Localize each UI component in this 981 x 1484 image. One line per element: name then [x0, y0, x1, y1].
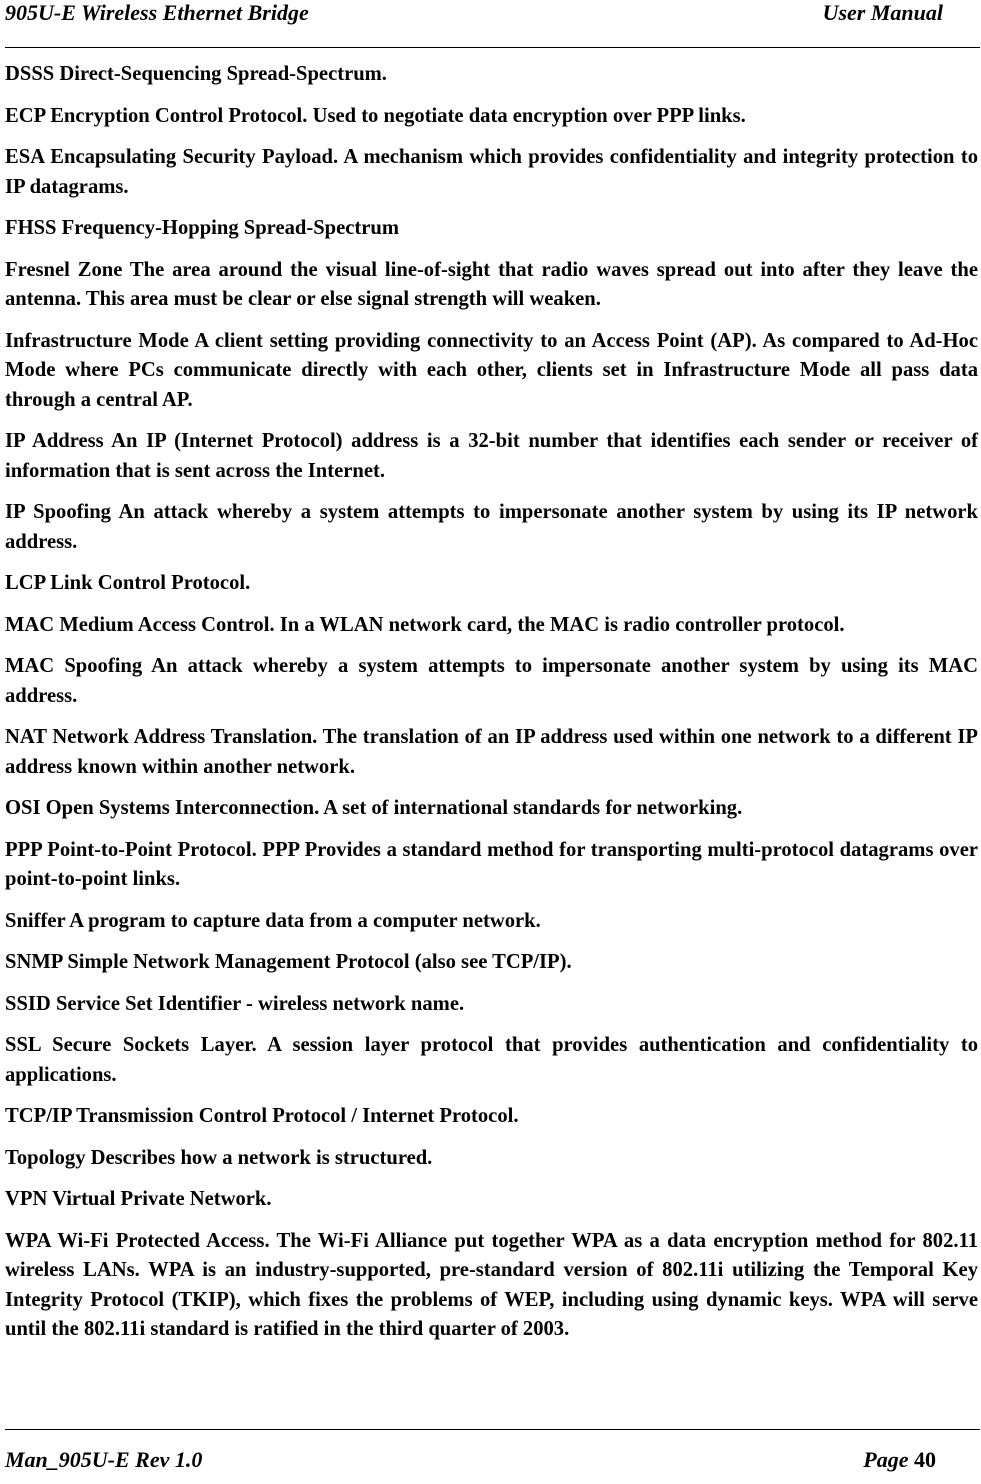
glossary-entry-mac: MAC Medium Access Control. In a WLAN network card, the MAC is radio controller protocol. — [5, 613, 845, 636]
glossary-entry-wpa: WPA Wi-Fi Protected Access. The Wi-Fi Alliance put together WPA as a data encryption method for 802.11 wireless LANs. WPA is an industry-supported, pre-standard version of 802.11i utilizing the Temporal Key Integrity Protocol (TKIP), which fixes the problems of WEP, including using dynamic keys. WPA will serve until the 802.11i standard is ratified in the third quarter of 2003. — [5, 1229, 978, 1340]
page-header — [5, 0, 980, 48]
page-indicator — [863, 1447, 936, 1473]
glossary-entry-esa: ESA Encapsulating Security Payload. A mechanism which provides confidentiality and integrity protection to IP datagrams. — [5, 146, 978, 198]
glossary-entry-infrastructure-mode: Infrastructure Mode A client setting providing connectivity to an Access Point (AP). As compared to Ad-Hoc Mode where PCs communicate directly with each other, clients set in Infrastructure Mode all pass data through a central AP. — [5, 329, 978, 411]
glossary-entry-ip-address: IP Address An IP (Internet Protocol) address is a 32-bit number that identifies each sender or receiver of information that is sent across the Internet. — [5, 430, 978, 482]
page-footer — [5, 1429, 980, 1484]
glossary-entry-tcp-ip: TCP/IP Transmission Control Protocol / Internet Protocol. — [5, 1105, 519, 1127]
glossary-entry-topology: Topology Describes how a network is structured. — [5, 1146, 433, 1169]
glossary-entry-ssid: SSID Service Set Identifier - wireless network name. — [5, 992, 465, 1015]
glossary-entry-sniffer: Sniffer A program to capture data from a computer network. — [5, 909, 541, 932]
glossary-entry-dsss: DSSS Direct-Sequencing Spread-Spectrum. — [5, 63, 387, 85]
page-number: 40 — [914, 1447, 936, 1472]
glossary-entry-fresnel-zone: Fresnel Zone The area around the visual line-of-sight that radio waves spread out into after they leave the antenna. This area must be clear or else signal strength will weaken. — [5, 258, 978, 310]
glossary-entry-mac-spoofing: MAC Spoofing An attack whereby a system attempts to impersonate another system by using its MAC address. — [5, 655, 978, 707]
glossary-entry-ip-spoofing: IP Spoofing An attack whereby a system attempts to impersonate another system by using its IP network address. — [5, 501, 978, 553]
glossary-entry-vpn: VPN Virtual Private Network. — [5, 1188, 272, 1210]
glossary-entry-ssl: SSL Secure Sockets Layer. A session layer protocol that provides authentication and confidentiality to applications. — [5, 1034, 978, 1086]
glossary-entry-osi: OSI Open Systems Interconnection. A set of international standards for networking. — [5, 797, 743, 819]
document-title: 905U-E Wireless Ethernet Bridge — [5, 0, 309, 25]
glossary-entry-fhss: FHSS Frequency-Hopping Spread-Spectrum — [5, 217, 399, 239]
glossary-entry-snmp: SNMP Simple Network Management Protocol (also see TCP/IP). — [5, 951, 572, 973]
glossary-list — [5, 60, 978, 1357]
glossary-entry-ecp: ECP Encryption Control Protocol. Used to negotiate data encryption over PPP links. — [5, 104, 746, 127]
glossary-entry-lcp: LCP Link Control Protocol. — [5, 572, 251, 594]
glossary-entry-nat: NAT Network Address Translation. The translation of an IP address used within one network to a different IP address known within another network. — [5, 726, 978, 778]
glossary-entry-ppp: PPP Point-to-Point Protocol. PPP Provides a standard method for transporting multi-protocol datagrams over point-to-point links. — [5, 838, 978, 890]
page-label: Page — [863, 1447, 909, 1472]
document-id: Man_905U-E Rev 1.0 — [5, 1447, 203, 1472]
document-type: User Manual — [822, 0, 943, 25]
